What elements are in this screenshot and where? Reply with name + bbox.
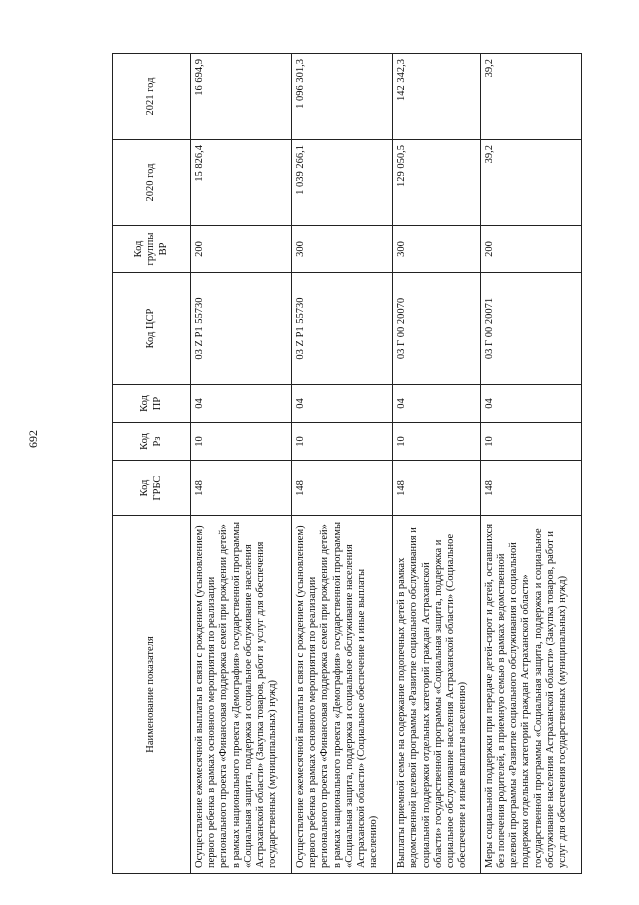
table-row [292,54,393,874]
table-row [191,54,292,874]
header-name: Наименование показателя [113,516,191,874]
row-2020: 15 826,4 [191,140,292,226]
row-grbs: 148 [393,461,481,516]
row-pr: 04 [191,385,292,423]
row-2021: 39,2 [480,54,581,140]
row-pr: 04 [480,385,581,423]
row-csr: 03 Z P1 55730 [292,273,393,385]
header-csr: Код ЦСР [113,273,191,385]
table-row [393,54,481,874]
row-grbs: 148 [480,461,581,516]
header-vr: Код группы ВР [113,226,191,273]
row-csr: 03 Г 00 20070 [393,273,481,385]
table-header-row [113,54,191,874]
row-2021: 142 342,3 [393,54,481,140]
row-rz: 10 [292,423,393,461]
row-grbs: 148 [292,461,393,516]
row-name: Меры социальной поддержки при передаче детей-сирот и детей, оставшихся без попечения родителей, в приемную семью в рамках ведомственной целевой программы «Развитие социального обслуживания и социальной поддержки отдельных категорий граждан Астраханской области» государственной программы «Социальная защита, поддержка и социальное обслуживание населения Астраханской области» (Закупка товаров, работ и услуг для обеспечения государственных (муниципальных) нужд) [480,516,581,874]
row-vr: 300 [292,226,393,273]
row-2021: 16 694,9 [191,54,292,140]
row-2020: 39,2 [480,140,581,226]
row-vr: 200 [191,226,292,273]
row-vr: 300 [393,226,481,273]
table-row [480,54,581,874]
row-rz: 10 [480,423,581,461]
row-grbs: 148 [191,461,292,516]
header-2021: 2021 год [113,54,191,140]
row-name: Осуществление ежемесячной выплаты в связи с рождением (усыновлением) первого ребенка в рамках основного мероприятия по реализации регионального проекта «Финансовая поддержка семей при рождении детей» в рамках национального проекта «Демография» государственной программы «Социальная защита, поддержка и социальное обслуживание населения Астраханской области» (Закупка товаров, работ и услуг для обеспечения государственных (муниципальных) нужд) [191,516,292,874]
header-rz: Код Рз [113,423,191,461]
row-2021: 1 096 301,3 [292,54,393,140]
budget-table [112,53,582,874]
header-pr: Код ПР [113,385,191,423]
row-pr: 04 [393,385,481,423]
row-2020: 1 039 266,1 [292,140,393,226]
row-csr: 03 Г 00 20071 [480,273,581,385]
row-2020: 129 050,5 [393,140,481,226]
page-number: 692 [26,430,40,448]
header-grbs: Код ГРБС [113,461,191,516]
row-pr: 04 [292,385,393,423]
row-name: Выплаты приемной семье на содержание подопечных детей в рамках ведомственной целевой программы «Развитие социального обслуживания и социальной поддержки отдельных категорий граждан Астраханской области» государственной программы «Социальная защита, поддержка и социальное обслуживание населения Астраханской области» (Социальное обеспечение и иные выплаты населению) [393,516,481,874]
row-rz: 10 [191,423,292,461]
row-rz: 10 [393,423,481,461]
row-name: Осуществление ежемесячной выплаты в связи с рождением (усыновлением) первого ребенка в рамках основного мероприятия по реализации регионального проекта «Финансовая поддержка семей при рождении детей» в рамках национального проекта «Демография» государственной программы «Социальная защита, поддержка и социальное обслуживание населения Астраханской области» (Социальное обеспечение и иные выплаты населению) [292,516,393,874]
rotated-page [112,54,582,874]
header-2020: 2020 год [113,140,191,226]
row-vr: 200 [480,226,581,273]
row-csr: 03 Z P1 55730 [191,273,292,385]
